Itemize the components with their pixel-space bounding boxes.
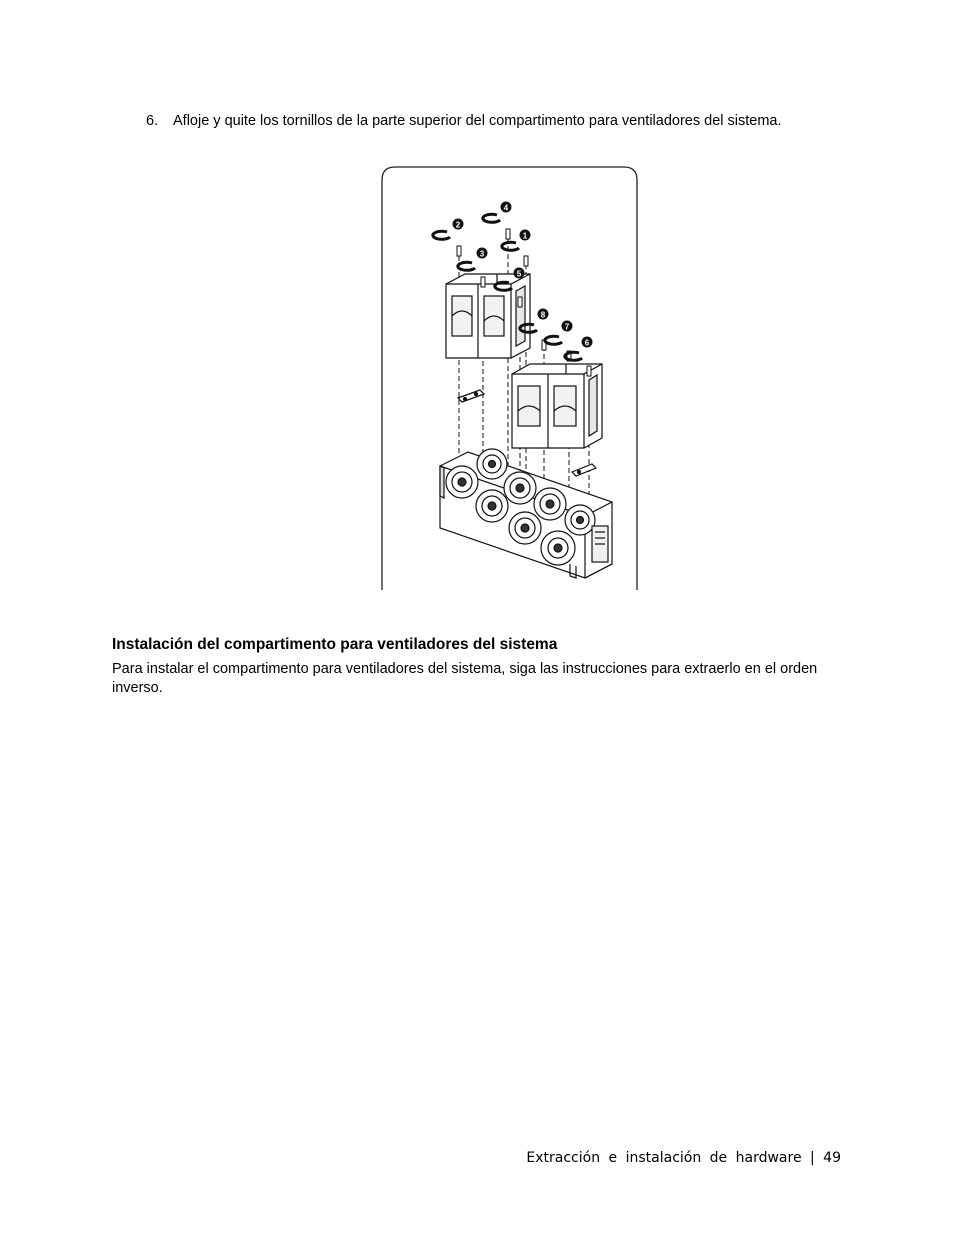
- bracket-2: [572, 464, 596, 476]
- screw-label-5: 5: [516, 269, 522, 279]
- screw-label-3: 3: [479, 249, 485, 259]
- step-text: Afloje y quite los tornillos de la parte superior del compartimento para ventiladores del sistema.: [173, 113, 782, 129]
- screw-label-4: 4: [503, 203, 509, 213]
- page-footer: Extracción e instalación de hardware | 49: [526, 1150, 841, 1166]
- lower-fan-cage: [512, 364, 602, 448]
- section-heading: Instalación del compartimento para ventiladores del sistema: [112, 636, 558, 653]
- screw-label-2: 2: [455, 220, 461, 230]
- screw-label-8: 8: [540, 310, 546, 320]
- upper-fan-cage: [446, 274, 530, 358]
- screw-4: [483, 202, 512, 240]
- step-number: 6.: [146, 113, 159, 129]
- screw-label-7: 7: [564, 322, 570, 332]
- screw-label-1: 1: [522, 231, 528, 241]
- bracket: [458, 390, 484, 402]
- section-body: Para instalar el compartimento para ventiladores del sistema, siga las instrucciones para extraerlo en el orden inverso.: [112, 661, 818, 696]
- screw-2: [433, 219, 464, 257]
- screw-7: [545, 321, 573, 362]
- fan-cage-screw-removal-diagram: [380, 166, 639, 590]
- screw-label-6: 6: [584, 338, 590, 348]
